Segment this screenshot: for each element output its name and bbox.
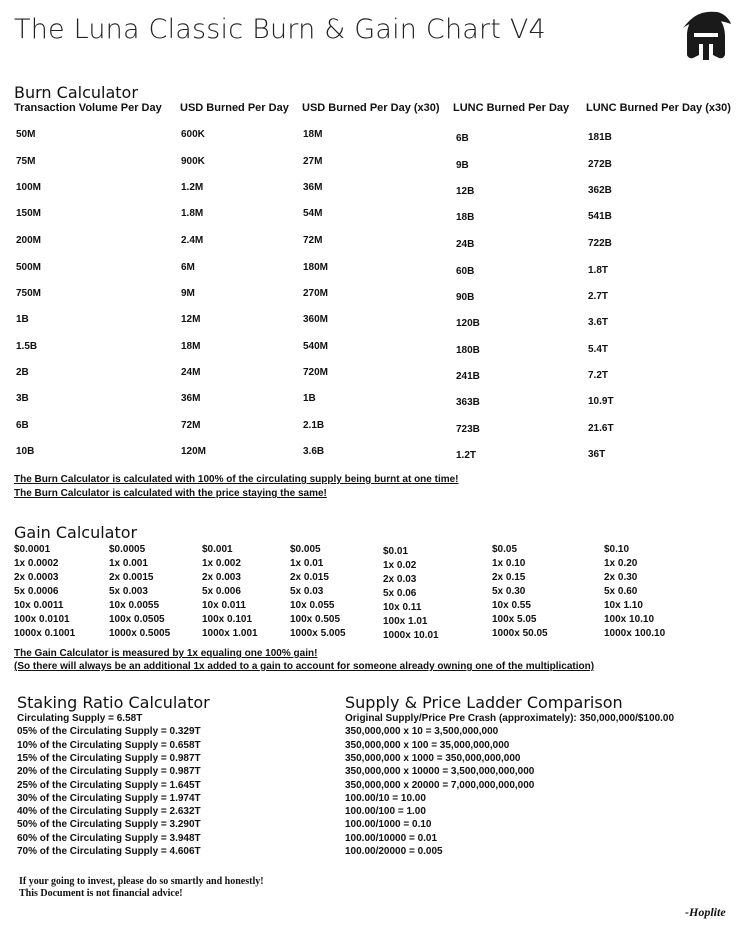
burn-cell: 21.6T: [588, 423, 614, 434]
burn-cell: 90B: [456, 292, 475, 303]
gain-cell: 1x 0.002: [202, 558, 241, 569]
gain-cell: $0.001: [202, 544, 233, 555]
burn-cell: 10B: [16, 446, 35, 457]
burn-header-4: LUNC Burned Per Day (x30): [586, 102, 731, 114]
burn-header-3: LUNC Burned Per Day: [453, 102, 570, 114]
burn-cell: 72M: [303, 235, 323, 246]
gain-cell: 1000x 100.10: [604, 628, 666, 639]
gain-note-1: The Gain Calculator is measured by 1x equaling one 100% gain!: [14, 648, 318, 659]
ladder-line: 100.00/1000 = 0.10: [345, 819, 432, 831]
burn-cell: 720M: [303, 367, 329, 378]
staking-line: 60% of the Circulating Supply = 3.948T: [17, 832, 201, 844]
disclaimer-line-1: If your going to invest, please do so smartly and honestly!: [19, 876, 264, 887]
gain-cell: 5x 0.06: [383, 588, 417, 599]
ladder-heading: Supply & Price Ladder Comparison: [345, 693, 623, 712]
burn-cell: 540M: [303, 341, 329, 352]
spartan-helmet-icon: [677, 6, 735, 68]
ladder-line: 350,000,000 x 10000 = 3,500,000,000,000: [345, 766, 535, 778]
burn-cell: 241B: [456, 371, 480, 382]
gain-cell: 100x 0.0505: [109, 614, 165, 625]
ladder-line: 350,000,000 x 20000 = 7,000,000,000,000: [345, 779, 535, 791]
gain-cell: 2x 0.30: [604, 572, 638, 583]
burn-cell: 36M: [303, 182, 323, 193]
burn-cell: 1.8M: [181, 208, 204, 219]
burn-cell: 24B: [456, 239, 475, 250]
burn-cell: 50M: [16, 129, 36, 140]
gain-cell: 100x 1.01: [383, 616, 428, 627]
burn-cell: 2B: [16, 367, 29, 378]
burn-cell: 1B: [16, 314, 29, 325]
burn-cell: 9M: [181, 288, 195, 299]
burn-header-2: USD Burned Per Day (x30): [302, 102, 440, 114]
gain-cell: 10x 1.10: [604, 600, 643, 611]
gain-cell: 1000x 1.001: [202, 628, 258, 639]
gain-cell: 1x 0.01: [290, 558, 324, 569]
gain-cell: 10x 0.055: [290, 600, 335, 611]
burn-note-2: The Burn Calculator is calculated with the price staying the same!: [14, 488, 327, 499]
burn-cell: 6M: [181, 262, 195, 273]
ladder-line: 350,000,000 x 100 = 35,000,000,000: [345, 739, 510, 751]
signature: -Hoplite: [685, 905, 726, 919]
gain-cell: 5x 0.30: [492, 586, 526, 597]
burn-cell: 363B: [456, 397, 480, 408]
gain-cell: 100x 5.05: [492, 614, 537, 625]
burn-cell: 1.2T: [456, 450, 477, 461]
gain-cell: 2x 0.03: [383, 574, 417, 585]
gain-cell: 1x 0.20: [604, 558, 638, 569]
burn-cell: 1.8T: [588, 265, 609, 276]
staking-line: 30% of the Circulating Supply = 1.974T: [17, 792, 201, 804]
staking-line: 05% of the Circulating Supply = 0.329T: [17, 726, 201, 738]
page-title: The Luna Classic Burn & Gain Chart V4: [14, 14, 546, 45]
gain-cell: 1x 0.02: [383, 560, 417, 571]
burn-cell: 60B: [456, 266, 475, 277]
burn-cell: 18M: [303, 129, 323, 140]
gain-cell: 10x 0.011: [202, 600, 246, 611]
ladder-line: 350,000,000 x 10 = 3,500,000,000: [345, 726, 499, 738]
ladder-line: 100.00/10 = 10.00: [345, 792, 426, 804]
ladder-line: 100.00/20000 = 0.005: [345, 846, 443, 857]
burn-cell: 1.2M: [181, 182, 204, 193]
burn-cell: 27M: [303, 156, 323, 167]
gain-cell: 10x 0.0055: [109, 600, 160, 611]
staking-line: Circulating Supply = 6.58T: [17, 713, 143, 724]
gain-cell: 2x 0.003: [202, 572, 241, 583]
burn-cell: 2.1B: [303, 420, 325, 431]
burn-cell: 1B: [303, 393, 316, 404]
ladder-line: 100.00/10000 = 0.01: [345, 832, 438, 844]
burn-cell: 360M: [303, 314, 329, 325]
burn-cell: 541B: [588, 211, 612, 222]
burn-cell: 7.2T: [588, 370, 609, 381]
burn-cell: 500M: [16, 262, 42, 273]
gain-cell: 100x 0.505: [290, 614, 341, 625]
staking-heading: Staking Ratio Calculator: [17, 693, 210, 712]
burn-cell: 150M: [16, 208, 42, 219]
burn-cell: 100M: [16, 182, 42, 193]
gain-cell: 100x 0.0101: [14, 614, 70, 625]
gain-cell: 1000x 0.5005: [109, 628, 171, 639]
burn-cell: 600K: [181, 129, 205, 140]
burn-cell: 1.5B: [16, 341, 38, 352]
gain-cell: 1x 0.0002: [14, 558, 59, 569]
burn-cell: 24M: [181, 367, 201, 378]
burn-cell: 12B: [456, 186, 475, 197]
gain-cell: 5x 0.003: [109, 586, 148, 597]
gain-cell: 10x 0.11: [383, 602, 422, 613]
burn-cell: 120B: [456, 318, 480, 329]
burn-cell: 10.9T: [588, 396, 614, 407]
gain-cell: 10x 0.0011: [14, 600, 64, 611]
gain-cell: 1000x 0.1001: [14, 628, 76, 639]
gain-cell: 10x 0.55: [492, 600, 531, 611]
burn-cell: 54M: [303, 208, 323, 219]
ladder-line: Original Supply/Price Pre Crash (approximately): 350,000,000/$100.00: [345, 713, 675, 724]
gain-cell: 2x 0.015: [290, 572, 329, 583]
staking-line: 10% of the Circulating Supply = 0.658T: [17, 739, 201, 751]
gain-cell: $0.0005: [109, 544, 146, 555]
ladder-line: 100.00/100 = 1.00: [345, 806, 426, 818]
gain-cell: 1x 0.10: [492, 558, 526, 569]
gain-cell: $0.10: [604, 544, 630, 555]
ladder-line: 350,000,000 x 1000 = 350,000,000,000: [345, 752, 521, 764]
staking-line: 25% of the Circulating Supply = 1.645T: [17, 779, 201, 791]
burn-cell: 75M: [16, 156, 36, 167]
burn-cell: 9B: [456, 160, 469, 171]
burn-cell: 722B: [588, 238, 612, 249]
burn-note-1: The Burn Calculator is calculated with 100% of the circulating supply being burnt at one time!: [14, 474, 459, 485]
gain-cell: 5x 0.0006: [14, 586, 59, 597]
staking-line: 15% of the Circulating Supply = 0.987T: [17, 752, 201, 764]
burn-cell: 5.4T: [588, 344, 609, 355]
staking-line: 50% of the Circulating Supply = 3.290T: [17, 819, 201, 831]
gain-cell: 5x 0.03: [290, 586, 324, 597]
burn-cell: 3B: [16, 393, 29, 404]
burn-cell: 120M: [181, 446, 207, 457]
burn-cell: 12M: [181, 314, 201, 325]
burn-cell: 750M: [16, 288, 42, 299]
burn-cell: 72M: [181, 420, 201, 431]
burn-cell: 180B: [456, 345, 480, 356]
gain-cell: 100x 0.101: [202, 614, 253, 625]
burn-cell: 180M: [303, 262, 329, 273]
gain-cell: $0.05: [492, 544, 518, 555]
gain-cell: $0.005: [290, 544, 321, 555]
burn-header-1: USD Burned Per Day: [180, 102, 289, 114]
burn-cell: 200M: [16, 235, 42, 246]
burn-cell: 362B: [588, 185, 612, 196]
gain-cell: 5x 0.006: [202, 586, 241, 597]
burn-cell: 181B: [588, 132, 612, 143]
burn-calculator-heading: Burn Calculator: [14, 83, 138, 102]
burn-cell: 2.4M: [181, 235, 204, 246]
burn-cell: 270M: [303, 288, 329, 299]
burn-cell: 36T: [588, 449, 606, 460]
gain-note-2: (So there will always be an additional 1x added to a gain to account for someone already owning one of the multiplication): [14, 661, 595, 672]
gain-cell: 5x 0.60: [604, 586, 638, 597]
gain-cell: 1000x 5.005: [290, 628, 346, 639]
gain-cell: 1000x 10.01: [383, 630, 439, 641]
gain-cell: $0.01: [383, 546, 409, 557]
burn-cell: 6B: [456, 133, 469, 144]
burn-cell: 36M: [181, 393, 201, 404]
burn-cell: 6B: [16, 420, 29, 431]
disclaimer-line-2: This Document is not financial advice!: [19, 888, 183, 899]
staking-line: 70% of the Circulating Supply = 4.606T: [17, 846, 201, 857]
burn-cell: 18M: [181, 341, 201, 352]
burn-header-0: Transaction Volume Per Day: [14, 102, 162, 114]
burn-cell: 3.6B: [303, 446, 325, 457]
gain-cell: 2x 0.15: [492, 572, 526, 583]
burn-cell: 2.7T: [588, 291, 609, 302]
gain-calculator-heading: Gain Calculator: [14, 523, 138, 542]
burn-cell: 3.6T: [588, 317, 609, 328]
burn-cell: 900K: [181, 156, 205, 167]
burn-cell: 723B: [456, 424, 480, 435]
gain-cell: 1x 0.001: [109, 558, 148, 569]
staking-line: 20% of the Circulating Supply = 0.987T: [17, 766, 201, 778]
gain-cell: 100x 10.10: [604, 614, 655, 625]
burn-cell: 272B: [588, 159, 612, 170]
burn-cell: 18B: [456, 212, 475, 223]
staking-line: 40% of the Circulating Supply = 2.632T: [17, 806, 201, 818]
gain-cell: $0.0001: [14, 544, 51, 555]
gain-cell: 1000x 50.05: [492, 628, 548, 639]
gain-cell: 2x 0.0003: [14, 572, 59, 583]
gain-cell: 2x 0.0015: [109, 572, 154, 583]
